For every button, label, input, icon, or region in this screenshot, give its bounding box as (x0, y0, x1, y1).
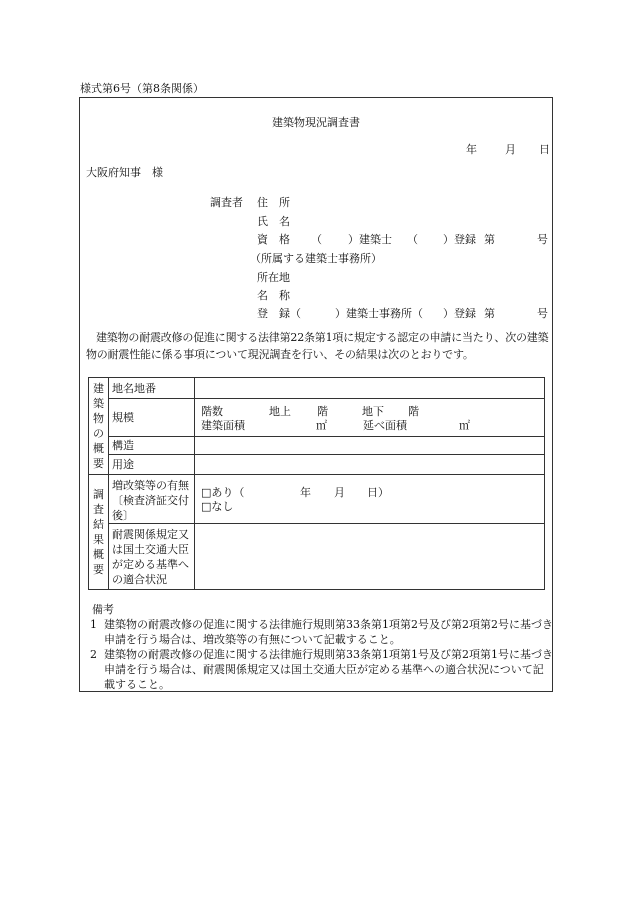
qualification-close: ）建築士 (348, 233, 392, 246)
use-value (195, 455, 545, 475)
date-day-label: 日 (539, 143, 550, 156)
note-item (88, 647, 554, 692)
note-text: 建築物の耐震改修の促進に関する法律施行規則第33条第1項第1号及び第2項第1号に基づき申請を行う場合は、耐震関係規定又は国土交通大臣が定める基準への適合状況について記載すること。 (104, 648, 553, 691)
table-row-use (89, 455, 545, 475)
form-number: 様式第6号（第8条関係） (80, 82, 204, 95)
extension-no-checkbox[interactable]: □なし (201, 500, 234, 513)
location-label: 所在地 (257, 271, 290, 284)
extension-value (195, 475, 545, 524)
total-floor-area-label: 延べ面積 (363, 418, 407, 432)
notes-heading: 備考 (92, 603, 114, 616)
investigator-label: 調査者 (210, 196, 243, 209)
addressee: 大阪府知事 様 (86, 166, 163, 179)
table-row-extension (89, 475, 545, 524)
extension-year-label: 年 (300, 486, 311, 499)
date-month-label: 月 (505, 143, 516, 156)
office-registration-mid: ）建築士事務所（ (335, 307, 423, 320)
seismic-label: 耐震関係規定又は国土交通大臣が定める基準への適合状況 (109, 524, 195, 590)
extension-month-label: 月 (334, 486, 345, 499)
intro-paragraph: 建築物の耐震改修の促進に関する法律第22条第1項に規定する認定の申請に当たり、次の建築物の耐震性能に係る事項について現況調査を行い、その結果は次のとおりです。 (86, 331, 549, 361)
office-registration-close: ）登録 (443, 307, 476, 320)
office-number-suffix: 号 (537, 307, 548, 320)
total-floor-area-unit: ㎡ (459, 418, 470, 432)
qualification-open: （ (311, 233, 322, 246)
below-ground-label: 地下 (362, 404, 384, 418)
notes-section (88, 602, 554, 692)
note-number: 2 (90, 648, 97, 661)
office-name-label: 名 称 (257, 289, 290, 302)
extension-label: 増改築等の有無 〔検査済証交付後〕 (109, 475, 195, 524)
registration-close: ）登録 (443, 233, 476, 246)
building-overview-group-label: 建 築 物 の 概 要 (89, 378, 109, 475)
office-number-prefix: 第 (484, 307, 495, 320)
extension-day-label: 日） (367, 486, 389, 499)
number-prefix: 第 (484, 233, 495, 246)
building-area-unit: ㎡ (316, 418, 327, 432)
table-row-lot (89, 378, 545, 399)
form-frame (79, 97, 553, 692)
use-label: 用途 (109, 455, 195, 475)
name-label: 氏 名 (257, 215, 290, 228)
date-year-label: 年 (466, 143, 477, 156)
table-row-structure (89, 437, 545, 455)
registration-open: （ (407, 233, 418, 246)
scale-value (195, 399, 545, 437)
floor-unit-below: 階 (408, 404, 419, 418)
number-suffix: 号 (537, 233, 548, 246)
extension-yes-checkbox[interactable]: □あり（ (201, 486, 245, 499)
lot-value (195, 378, 545, 399)
seismic-value (195, 524, 545, 590)
document-title: 建築物現況調査書 (272, 116, 360, 129)
office-registration-label: 登 録（ (257, 307, 301, 320)
floors-label: 階数 (201, 404, 223, 418)
table-row-seismic (89, 524, 545, 590)
lot-label: 地名地番 (109, 378, 195, 399)
building-area-label: 建築面積 (201, 418, 245, 432)
above-ground-label: 地上 (269, 404, 291, 418)
qualification-label: 資 格 (257, 233, 290, 246)
scale-label: 規模 (109, 399, 195, 437)
note-number: 1 (90, 618, 97, 631)
affiliation-label: （所属する建築士事務所） (250, 252, 382, 265)
building-info-table (88, 377, 545, 590)
structure-value (195, 437, 545, 455)
structure-label: 構造 (109, 437, 195, 455)
note-item (88, 617, 554, 647)
note-text: 建築物の耐震改修の促進に関する法律施行規則第33条第1項第2号及び第2項第2号に基づき申請を行う場合は、増改築等の有無について記載すること。 (104, 618, 553, 646)
address-label: 住 所 (257, 196, 290, 209)
table-row-scale (89, 399, 545, 437)
survey-result-group-label: 調 査 結 果 概 要 (89, 475, 109, 590)
floor-unit-above: 階 (317, 404, 328, 418)
